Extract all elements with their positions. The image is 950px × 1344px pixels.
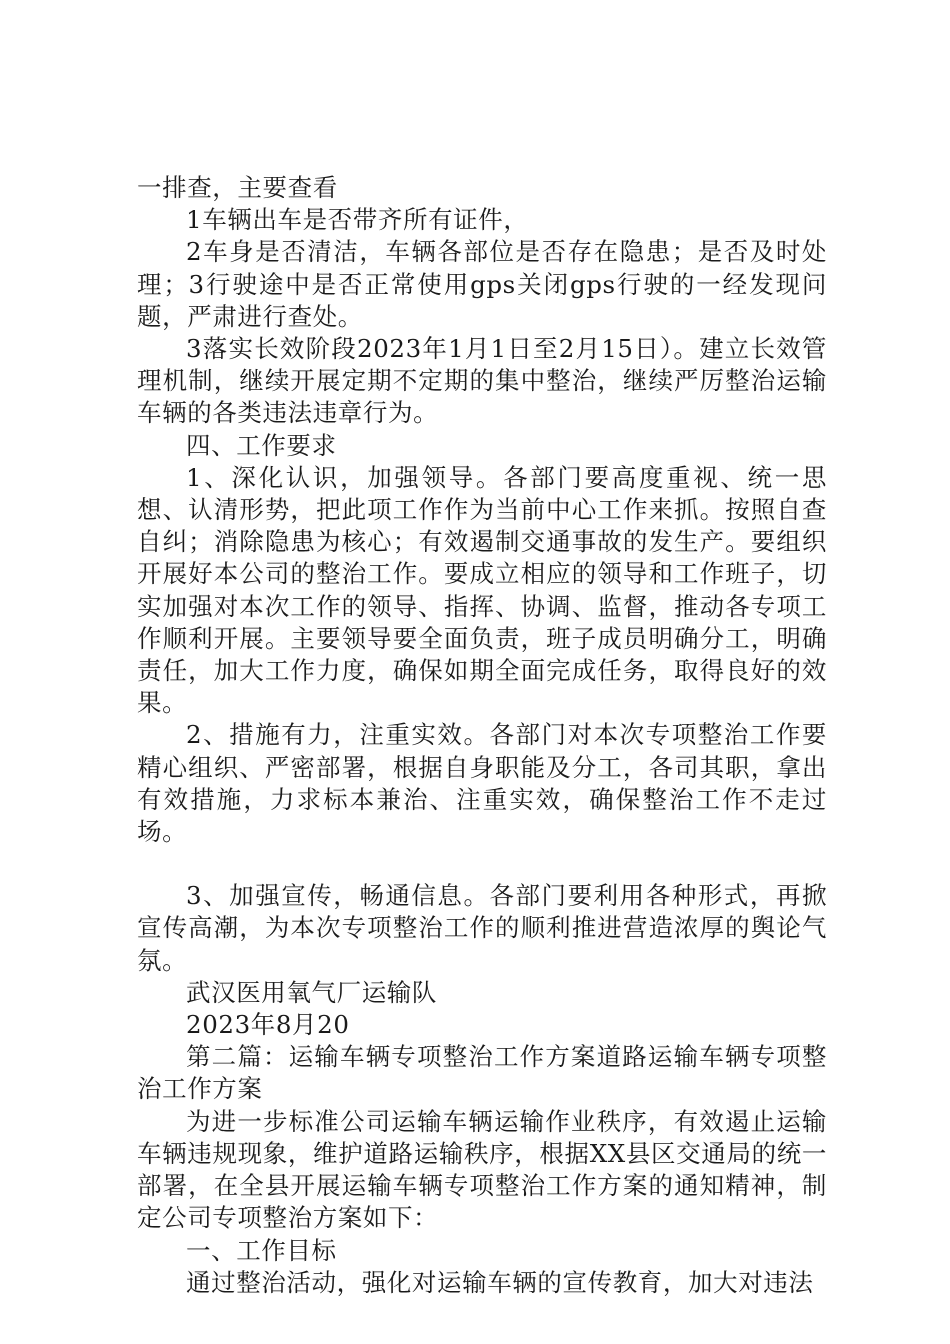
- paragraph-requirement-1: 1、深化认识，加强领导。各部门要高度重视、统一思想、认清形势，把此项工作作为当前中心工作来抓。按照自查自纠；消除隐患为核心；有效遏制交通事故的发生产。要组织开展好本公司的整治工作。要成立相应的领导和工作班子，切实加强对本次工作的领导、指挥、协调、监督，推动各专项工作顺利开展。主要领导要全面负责，班子成员明确分工，明确责任，加大工作力度，确保如期全面完成任务，取得良好的效果。: [137, 462, 827, 718]
- paragraph-item-2-vehicle-check: 2车身是否清洁，车辆各部位是否存在隐患；是否及时处理；3行驶途中是否正常使用gps关闭gps行驶的一经发现问题，严肃进行查处。: [137, 237, 827, 331]
- signature-date: 2023年8月20: [186, 1010, 350, 1040]
- paragraph-work-goals: 通过整治活动，强化对运输车辆的宣传教育，加大对违法: [186, 1267, 814, 1297]
- section-heading-part-two: 第二篇：运输车辆专项整治工作方案道路运输车辆专项整治工作方案: [137, 1042, 827, 1104]
- section-heading-work-requirements: 四、工作要求: [186, 430, 337, 460]
- paragraph-requirement-2: 2、措施有力，注重实效。各部门对本次专项整治工作要精心组织、严密部署，根据自身职能及分工，各司其职，拿出有效措施，力求标本兼治、注重实效，确保整治工作不走过场。: [137, 720, 827, 847]
- paragraph-requirement-3: 3、加强宣传，畅通信息。各部门要利用各种形式，再掀宣传高潮，为本次专项整治工作的顺利推进营造浓厚的舆论气氛。: [137, 881, 827, 975]
- document-body: [137, 172, 827, 1299]
- signature-organization: 武汉医用氧气厂运输队: [186, 977, 437, 1007]
- section-heading-work-goals: 一、工作目标: [186, 1235, 337, 1265]
- paragraph-long-term-phase: 3落实长效阶段2023年1月1日至2月15日）。建立长效管理机制，继续开展定期不定期的集中整治，继续严厉整治运输车辆的各类违法违章行为。: [137, 334, 827, 428]
- paragraph-part-two-intro: 为进一步标准公司运输车辆运输作业秩序，有效遏止运输车辆违规现象，维护道路运输秩序，根据XX县区交通局的统一部署，在全县开展运输车辆专项整治工作方案的通知精神，制定公司专项整治方案如下：: [137, 1106, 827, 1233]
- paragraph-inspection-intro: 一排查，主要查看: [137, 173, 338, 202]
- paragraph-item-1-documents: 1车辆出车是否带齐所有证件，: [186, 205, 529, 235]
